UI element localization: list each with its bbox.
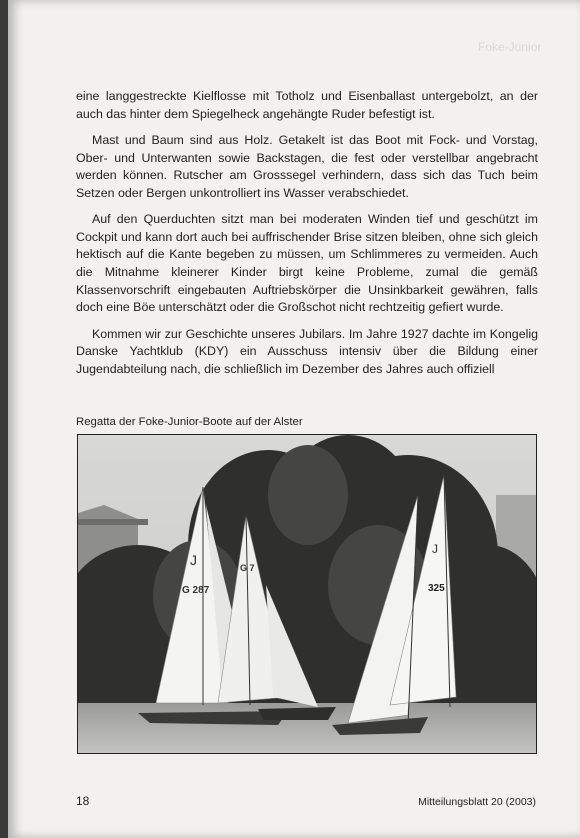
page (8, 0, 580, 838)
body-text (76, 88, 538, 387)
sail-number: G 7 (240, 563, 255, 573)
paragraph: Mast und Baum sind aus Holz. Getakelt ist das Boot mit Fock- und Vorstag, Ober- und Unterwanten sowie Backstagen, die fest oder verstellbar angebracht werden können. Rutscher am Grosssegel verhindern, dass sich das Tuch beim Setzen oder Bergen unkontrolliert ins Wasser verabschiedet. (76, 132, 538, 200)
bleed-through-header: Foke-Junior (478, 40, 542, 54)
publication-title: Mitteilungsblatt 20 (2003) (418, 796, 536, 808)
sail-number: G 287 (182, 585, 210, 596)
page-number: 18 (76, 794, 90, 808)
paragraph: Kommen wir zur Geschichte unseres Jubilars. Im Jahre 1927 dachte im Kongelig Danske Yachtklub (KDY) ein Ausschuss intensiv über die Bildung einer Jugendabteilung nach, die schließlich im Dezember des Jahres auch offiziell (76, 326, 538, 376)
figure-caption: Regatta der Foke-Junior-Boote auf der Alster (76, 416, 303, 428)
paragraph: Auf den Querduchten sitzt man bei moderaten Winden tief und geschützt im Cockpit und kann dort auch bei auffrischender Brise sitzen bleiben, ohne sich gleich hektisch auf die Kante begeben zu müssen, um Schlimmeres zu vermeiden. Auch die Mitnahme kleinerer Kinder birgt keine Probleme, zumal die gemäß Klassenvorschrift eingebauten Auftriebskörper die Unsinkbarkeit gewähren, falls doch eine Böe unterschätzt oder die Großschot nicht rechtzeitig gefiert wurde. (76, 212, 538, 315)
class-mark: J (190, 552, 197, 568)
regatta-photo-drawing (78, 435, 536, 753)
paragraph: eine langgestreckte Kielflosse mit Totholz und Eisenballast untergebolzt, an der auch das hinter dem Spiegelheck angehängte Ruder befestigt ist. (76, 89, 538, 121)
sail-number: 325 (428, 583, 445, 594)
class-mark: J (432, 542, 438, 556)
regatta-photo (77, 434, 537, 754)
